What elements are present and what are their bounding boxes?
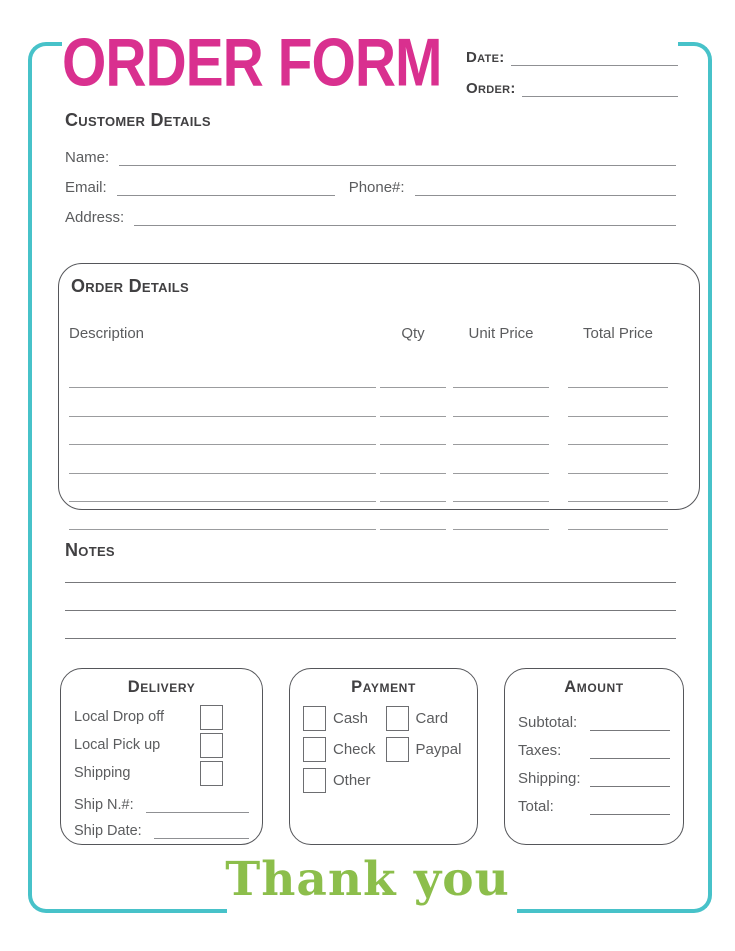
unit-price-field[interactable] xyxy=(453,387,549,388)
qty-field[interactable] xyxy=(380,529,446,530)
description-field[interactable] xyxy=(69,387,376,388)
notes-line[interactable] xyxy=(65,583,676,611)
description-field[interactable] xyxy=(69,473,376,474)
page-title: ORDER FORM xyxy=(62,25,442,101)
name-row xyxy=(65,144,676,166)
taxes-field[interactable] xyxy=(590,758,670,759)
phone-field[interactable] xyxy=(415,195,676,196)
description-field[interactable] xyxy=(69,529,376,530)
payment-option xyxy=(386,734,462,765)
delivery-option-row xyxy=(74,731,249,759)
local-drop-off-checkbox[interactable] xyxy=(200,705,223,730)
check-checkbox[interactable] xyxy=(303,737,326,762)
total-price-field[interactable] xyxy=(568,416,668,417)
payment-option xyxy=(386,703,462,734)
payment-column-left xyxy=(303,703,376,796)
payment-option xyxy=(303,734,376,765)
address-row xyxy=(65,204,676,226)
ship-date-row xyxy=(74,813,249,839)
card-checkbox[interactable] xyxy=(386,706,409,731)
shipping-cost-field[interactable] xyxy=(590,786,670,787)
amount-row xyxy=(518,703,670,731)
check-label: Check xyxy=(333,741,376,758)
order-number-field[interactable] xyxy=(522,96,678,97)
shipping-label: Shipping xyxy=(74,765,131,781)
date-row xyxy=(466,44,678,66)
column-unit-price: Unit Price xyxy=(468,325,534,342)
date-field[interactable] xyxy=(511,65,678,66)
table-row xyxy=(69,360,683,388)
ship-number-row xyxy=(74,787,249,813)
email-field[interactable] xyxy=(117,195,335,196)
total-price-field[interactable] xyxy=(568,444,668,445)
description-field[interactable] xyxy=(69,501,376,502)
paypal-checkbox[interactable] xyxy=(386,737,409,762)
unit-price-field[interactable] xyxy=(453,473,549,474)
subtotal-field[interactable] xyxy=(590,730,670,731)
local-drop-off-label: Local Drop off xyxy=(74,709,165,725)
table-row xyxy=(69,388,683,416)
taxes-label: Taxes: xyxy=(518,742,562,759)
shipping-checkbox[interactable] xyxy=(200,761,223,786)
table-row xyxy=(69,417,683,445)
table-row xyxy=(69,445,683,473)
qty-field[interactable] xyxy=(380,444,446,445)
email-phone-row xyxy=(65,174,676,196)
date-label: Date: xyxy=(466,49,505,66)
unit-price-field[interactable] xyxy=(453,444,549,445)
notes-section xyxy=(65,555,676,639)
amount-row xyxy=(518,731,670,759)
name-field[interactable] xyxy=(119,165,676,166)
unit-price-field[interactable] xyxy=(453,529,549,530)
date-order-block xyxy=(466,44,678,106)
frame-right-border xyxy=(708,68,712,870)
ship-number-label: Ship N.#: xyxy=(74,797,134,813)
amount-heading: Amount xyxy=(564,678,624,696)
description-field[interactable] xyxy=(69,416,376,417)
payment-column-right xyxy=(386,703,462,796)
delivery-option-row xyxy=(74,703,249,731)
ship-number-field[interactable] xyxy=(146,812,249,813)
thank-you-text: Thank you xyxy=(225,852,510,907)
shipping-cost-label: Shipping: xyxy=(518,770,581,787)
payment-options xyxy=(303,703,464,796)
other-label: Other xyxy=(333,772,371,789)
order-row xyxy=(466,75,678,97)
order-details-box xyxy=(58,263,700,510)
payment-heading: Payment xyxy=(351,678,416,696)
amount-box xyxy=(504,668,684,845)
payment-option xyxy=(303,765,376,796)
total-label: Total: xyxy=(518,798,554,815)
payment-box xyxy=(289,668,478,845)
cash-label: Cash xyxy=(333,710,369,727)
delivery-box xyxy=(60,668,263,845)
name-label: Name: xyxy=(65,149,110,166)
total-field[interactable] xyxy=(590,814,670,815)
ship-date-label: Ship Date: xyxy=(74,823,142,839)
total-price-field[interactable] xyxy=(568,387,668,388)
notes-heading: Notes xyxy=(65,540,115,560)
customer-details-section xyxy=(65,144,676,234)
table-row xyxy=(69,474,683,502)
paypal-label: Paypal xyxy=(415,741,462,758)
qty-field[interactable] xyxy=(380,473,446,474)
order-table-body xyxy=(69,360,683,530)
total-price-field[interactable] xyxy=(568,501,668,502)
qty-field[interactable] xyxy=(380,387,446,388)
local-pick-up-checkbox[interactable] xyxy=(200,733,223,758)
delivery-heading: Delivery xyxy=(127,678,196,696)
column-total-price: Total Price xyxy=(582,325,654,342)
notes-line[interactable] xyxy=(65,611,676,639)
card-label: Card xyxy=(415,710,449,727)
customer-details-heading: Customer Details xyxy=(65,110,211,130)
total-price-field[interactable] xyxy=(568,473,668,474)
email-label: Email: xyxy=(65,179,107,196)
frame-left-border xyxy=(28,68,32,870)
phone-label: Phone#: xyxy=(348,179,405,196)
frame-corner-top-right xyxy=(678,42,712,72)
table-row xyxy=(69,502,683,530)
subtotal-label: Subtotal: xyxy=(518,714,578,731)
unit-price-field[interactable] xyxy=(453,416,549,417)
payment-option xyxy=(303,703,376,734)
frame-corner-top-left xyxy=(28,42,62,72)
unit-price-field[interactable] xyxy=(453,501,549,502)
other-checkbox[interactable] xyxy=(303,768,326,793)
cash-checkbox[interactable] xyxy=(303,706,326,731)
address-field[interactable] xyxy=(134,225,676,226)
column-qty: Qty xyxy=(401,325,425,342)
qty-field[interactable] xyxy=(380,501,446,502)
order-number-label: Order: xyxy=(466,80,516,97)
delivery-option-row xyxy=(74,759,249,787)
ship-date-field[interactable] xyxy=(154,838,249,839)
amount-row xyxy=(518,787,670,815)
amount-row xyxy=(518,759,670,787)
column-description: Description xyxy=(69,325,145,342)
description-field[interactable] xyxy=(69,444,376,445)
order-details-heading: Order Details xyxy=(71,276,189,296)
total-price-field[interactable] xyxy=(568,529,668,530)
order-table-header xyxy=(69,325,683,342)
notes-line[interactable] xyxy=(65,555,676,583)
qty-field[interactable] xyxy=(380,416,446,417)
address-label: Address: xyxy=(65,209,125,226)
local-pick-up-label: Local Pick up xyxy=(74,737,161,753)
